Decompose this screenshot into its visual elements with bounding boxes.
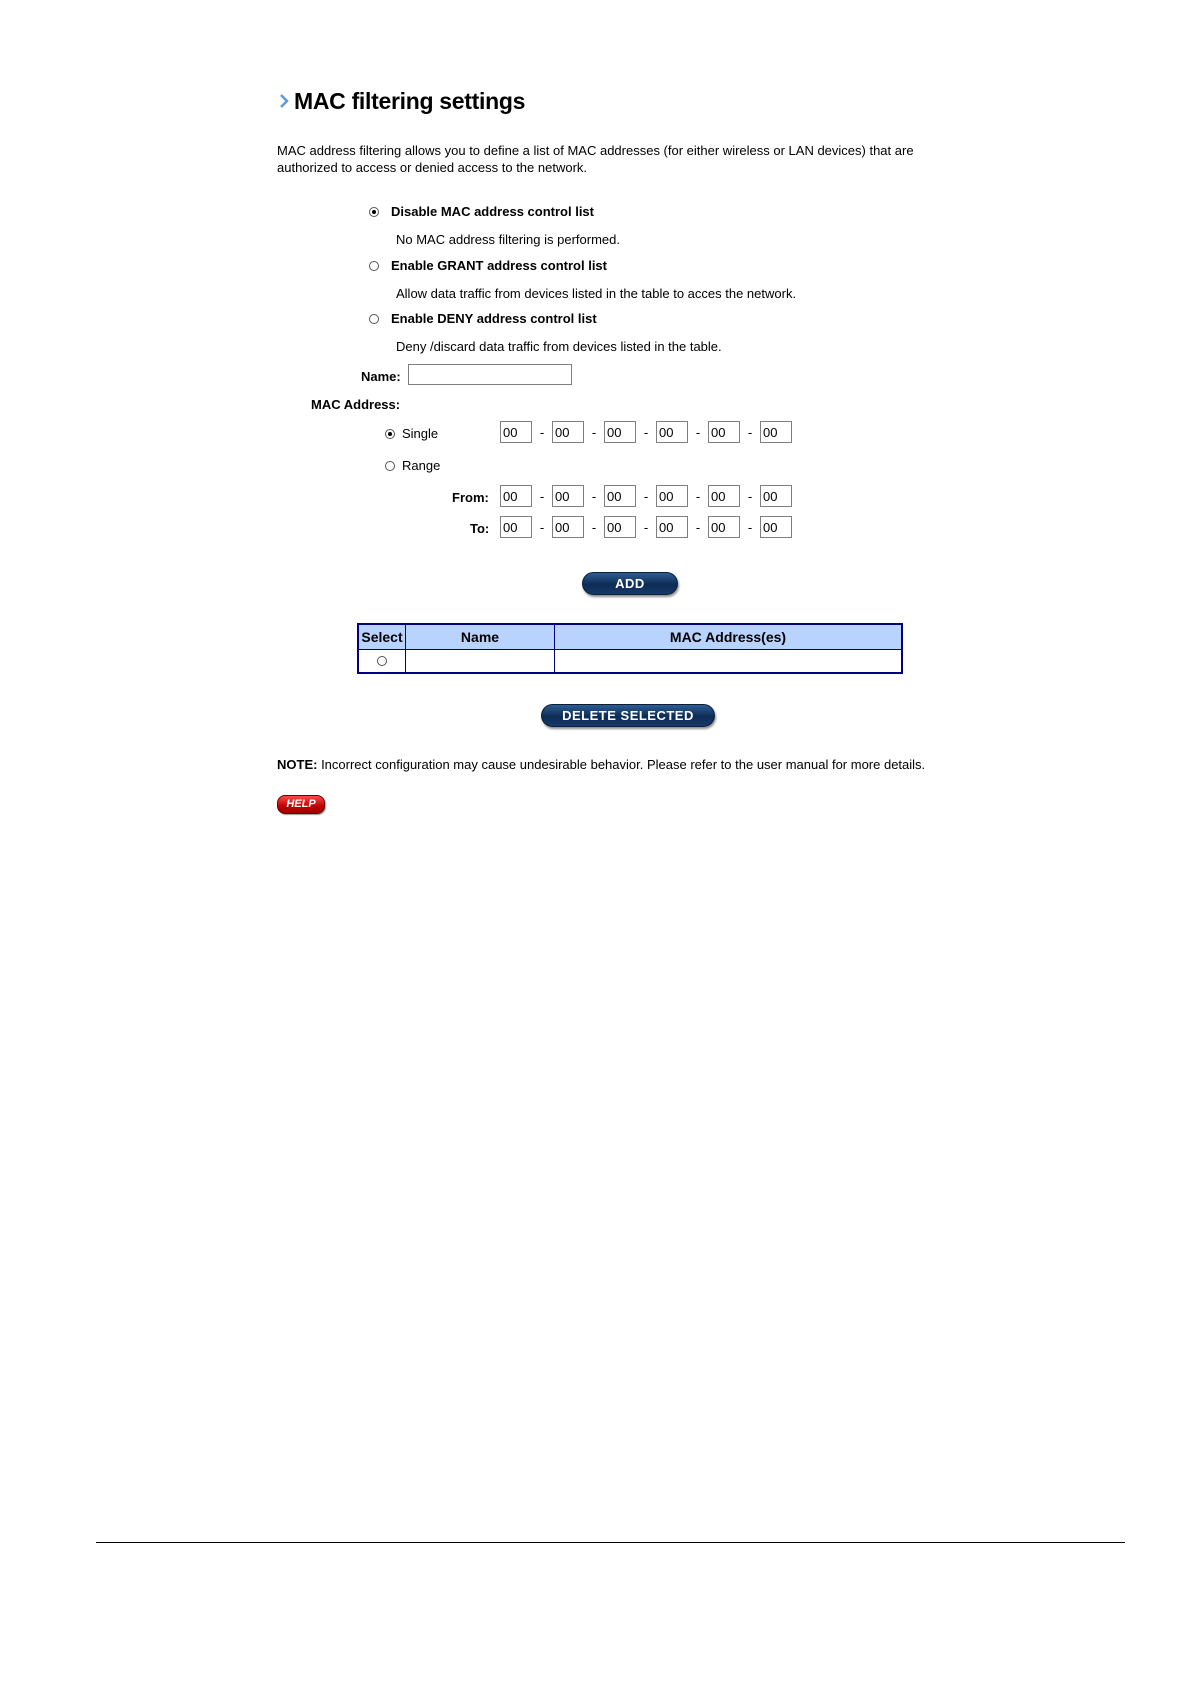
range-radio[interactable] [385, 461, 395, 471]
octet-separator: - [643, 424, 649, 440]
row-select-cell [358, 650, 406, 674]
to-octet-1[interactable] [500, 516, 532, 538]
single-octet-2[interactable] [552, 421, 584, 443]
single-option[interactable] [385, 427, 395, 442]
single-octet-3[interactable] [604, 421, 636, 443]
from-octet-1[interactable] [500, 485, 532, 507]
name-column-header: Name [406, 624, 555, 650]
grant-option[interactable] [369, 259, 379, 274]
table-row [358, 650, 902, 674]
grant-radio[interactable] [369, 261, 379, 271]
name-label: Name: [361, 369, 401, 384]
octet-separator: - [591, 519, 597, 535]
disable-option-description: No MAC address filtering is performed. [396, 232, 620, 247]
octet-separator: - [747, 488, 753, 504]
help-button[interactable]: HELP [277, 795, 325, 814]
disable-option[interactable] [369, 205, 379, 220]
octet-separator: - [643, 488, 649, 504]
octet-separator: - [539, 519, 545, 535]
octet-separator: - [539, 488, 545, 504]
from-octet-4[interactable] [656, 485, 688, 507]
note-text [277, 757, 925, 772]
single-octet-4[interactable] [656, 421, 688, 443]
note-body: Incorrect configuration may cause undesirable behavior. Please refer to the user manual for more details. [317, 757, 926, 772]
add-button[interactable]: ADD [582, 572, 678, 595]
to-octet-3[interactable] [604, 516, 636, 538]
single-octet-5[interactable] [708, 421, 740, 443]
single-label: Single [402, 426, 439, 441]
note-prefix: NOTE: [277, 757, 318, 772]
octet-separator: - [747, 424, 753, 440]
chevron-right-icon [278, 92, 290, 110]
row-name-cell [406, 650, 555, 674]
octet-separator: - [539, 424, 545, 440]
from-mac-input [500, 485, 792, 507]
grant-option-description: Allow data traffic from devices listed in the table to acces the network. [396, 286, 797, 301]
single-mac-input [500, 421, 792, 443]
from-octet-6[interactable] [760, 485, 792, 507]
to-octet-2[interactable] [552, 516, 584, 538]
mac-column-header: MAC Address(es) [555, 624, 903, 650]
page-header [278, 86, 525, 116]
table-header-row [358, 624, 902, 650]
to-octet-6[interactable] [760, 516, 792, 538]
deny-option[interactable] [369, 312, 379, 327]
intro-line-1: MAC address filtering allows you to define a list of MAC addresses (for either wireless or LAN devices) that are [277, 143, 914, 158]
from-octet-2[interactable] [552, 485, 584, 507]
single-octet-1[interactable] [500, 421, 532, 443]
to-mac-input [500, 516, 792, 538]
to-octet-4[interactable] [656, 516, 688, 538]
from-label: From: [452, 490, 489, 505]
octet-separator: - [591, 488, 597, 504]
from-octet-5[interactable] [708, 485, 740, 507]
octet-separator: - [695, 488, 701, 504]
single-octet-6[interactable] [760, 421, 792, 443]
name-input[interactable] [408, 364, 572, 385]
mac-address-label: MAC Address: [311, 397, 401, 412]
row-mac-cell [555, 650, 903, 674]
deny-option-label: Enable DENY address control list [391, 311, 597, 326]
from-octet-3[interactable] [604, 485, 636, 507]
range-label: Range [402, 458, 441, 473]
deny-option-description: Deny /discard data traffic from devices listed in the table. [396, 339, 722, 354]
deny-radio[interactable] [369, 314, 379, 324]
octet-separator: - [591, 424, 597, 440]
single-radio[interactable] [385, 429, 395, 439]
footer-divider [96, 1542, 1125, 1543]
disable-radio[interactable] [369, 207, 379, 217]
octet-separator: - [747, 519, 753, 535]
mac-list-table [357, 623, 903, 674]
intro-text [277, 142, 977, 176]
row-select-radio[interactable] [377, 656, 387, 666]
range-option[interactable] [385, 459, 395, 474]
delete-selected-button[interactable]: DELETE SELECTED [541, 704, 715, 727]
octet-separator: - [695, 519, 701, 535]
page-title: MAC filtering settings [294, 87, 526, 114]
octet-separator: - [695, 424, 701, 440]
select-column-header: Select [358, 624, 406, 650]
octet-separator: - [643, 519, 649, 535]
disable-option-label: Disable MAC address control list [391, 204, 594, 219]
grant-option-label: Enable GRANT address control list [391, 258, 607, 273]
intro-line-2: authorized to access or denied access to the network. [277, 160, 588, 175]
to-octet-5[interactable] [708, 516, 740, 538]
to-label: To: [470, 521, 490, 536]
